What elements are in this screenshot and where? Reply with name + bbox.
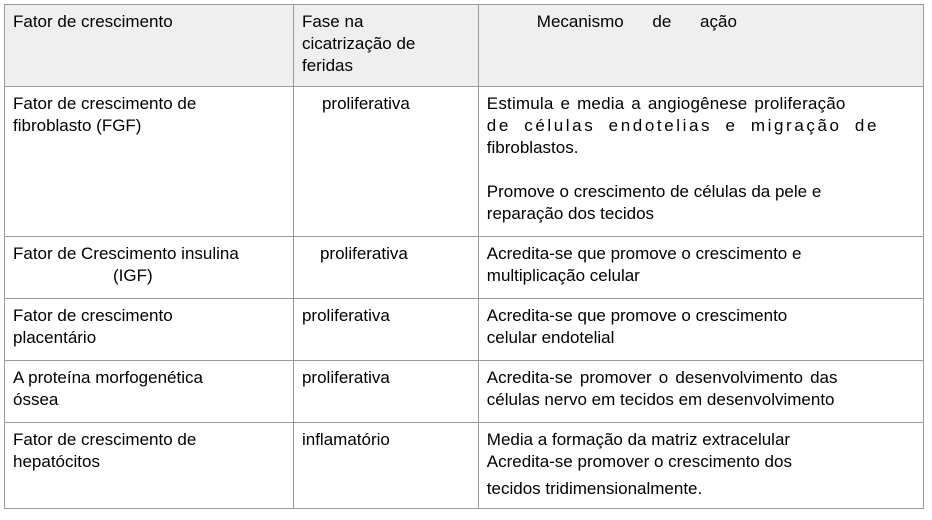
table-row <box>5 361 924 423</box>
factor-cell <box>5 87 294 237</box>
header-phase <box>293 5 478 87</box>
factor-cell <box>5 361 294 423</box>
mechanism-line: Promove o crescimento de células da pele e <box>486 182 822 201</box>
factor-line: Fator de Crescimento insulina <box>13 244 239 263</box>
mechanism-line: Acredita-se promover o crescimento dos <box>486 452 792 471</box>
factor-line: fibroblasto (FGF) <box>13 116 142 135</box>
phase-label: proliferativa <box>301 368 390 387</box>
header-phase-line-2: cicatrização de <box>301 34 416 53</box>
phase-cell <box>293 423 478 509</box>
phase-cell <box>293 361 478 423</box>
phase-cell <box>293 87 478 237</box>
factor-line: A proteína morfogenética <box>13 368 203 387</box>
header-growth-factor-label: Fator de crescimento <box>13 12 173 31</box>
mechanism-line: multiplicação celular <box>486 266 640 285</box>
mechanism-line: Media a formação da matriz extracelular <box>486 430 791 449</box>
mechanism-line: celular endotelial <box>486 328 615 347</box>
mechanism-cell <box>478 361 923 423</box>
mechanism-line: reparação dos tecidos <box>486 204 655 223</box>
header-phase-line-1: Fase na <box>301 12 364 31</box>
mechanism-line: de células endotelias e migração de <box>486 116 880 135</box>
factor-line: Fator de crescimento <box>13 306 173 325</box>
table-header-row <box>5 5 924 87</box>
header-phase-line-3: feridas <box>301 56 353 75</box>
table-row <box>5 299 924 361</box>
factor-line: (IGF) <box>113 266 153 285</box>
header-growth-factor <box>5 5 294 87</box>
factor-cell <box>5 299 294 361</box>
phase-label: proliferativa <box>319 244 408 263</box>
phase-label: proliferativa <box>321 94 410 113</box>
factor-line: óssea <box>13 390 59 409</box>
mechanism-cell <box>478 87 923 237</box>
mechanism-cell <box>478 299 923 361</box>
mechanism-line: Acredita-se promover o desenvolvimento das <box>486 368 838 387</box>
mechanism-line: células nervo em tecidos em desenvolvimento <box>486 390 835 409</box>
mechanism-line: Estimula e media a angiogênese proliferação <box>486 94 846 113</box>
phase-label: proliferativa <box>301 306 390 325</box>
factor-line: placentário <box>13 328 97 347</box>
factor-cell <box>5 423 294 509</box>
factor-line: hepatócitos <box>13 452 100 471</box>
phase-cell <box>293 237 478 299</box>
header-mechanism-label: Mecanismo de ação <box>536 12 737 31</box>
growth-factor-table <box>4 4 924 509</box>
factor-line: Fator de crescimento de <box>13 430 197 449</box>
mechanism-line: Acredita-se que promove o crescimento <box>486 306 788 325</box>
table-row <box>5 87 924 237</box>
table-row <box>5 237 924 299</box>
mechanism-cell <box>478 237 923 299</box>
mechanism-line: Acredita-se que promove o crescimento e <box>486 244 802 263</box>
mechanism-cell <box>478 423 923 509</box>
header-mechanism <box>478 5 923 87</box>
phase-label: inflamatório <box>301 430 390 449</box>
factor-line: Fator de crescimento de <box>13 94 197 113</box>
factor-cell <box>5 237 294 299</box>
mechanism-line: tecidos tridimensionalmente. <box>486 479 703 498</box>
mechanism-line: fibroblastos. <box>486 138 579 157</box>
phase-cell <box>293 299 478 361</box>
table-row <box>5 423 924 509</box>
